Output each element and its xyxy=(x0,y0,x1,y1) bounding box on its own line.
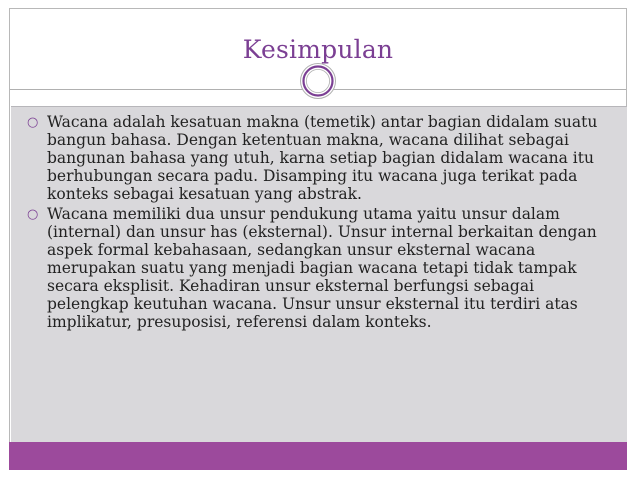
bullet-text-1: Wacana adalah kesatuan makna (temetik) antar bagian didalam suatu bangun bahasa. Dengan ketentuan makna, wacana dilihat sebagai bangunan bahasa yang utuh, karna setiap bagian didalam wacana itu berhubungan secara padu. Disamping itu wacana juga terikat pada konteks sebagai kesatuan yang abstrak. xyxy=(47,113,598,203)
bullet-text-2: Wacana memiliki dua unsur pendukung utama yaitu unsur dalam (internal) dan unsur has (eksternal). Unsur internal berkaitan dengan aspek formal kebahasaan, sedangkan unsur eksternal wacana merupakan suatu yang menjadi bagian wacana tetapi tidak tampak secara eksplisit. Kehadiran unsur eksternal berfungsi sebagai pelengkap keutuhan wacana. Unsur unsur eksternal itu terdiri atas implikatur, presuposisi, referensi dalam konteks. xyxy=(47,205,597,331)
footer-band xyxy=(9,442,627,470)
circle-ornament-icon xyxy=(299,62,337,100)
bullet-list xyxy=(25,113,617,333)
circle-bullet-icon: ○ xyxy=(27,115,39,130)
circle-bullet-icon: ○ xyxy=(27,207,39,222)
slide-title: Kesimpulan xyxy=(242,35,394,64)
bullet-item-1 xyxy=(25,113,617,203)
bullet-item-2 xyxy=(25,205,617,331)
content-panel xyxy=(11,106,627,451)
content-top-border xyxy=(11,106,627,107)
